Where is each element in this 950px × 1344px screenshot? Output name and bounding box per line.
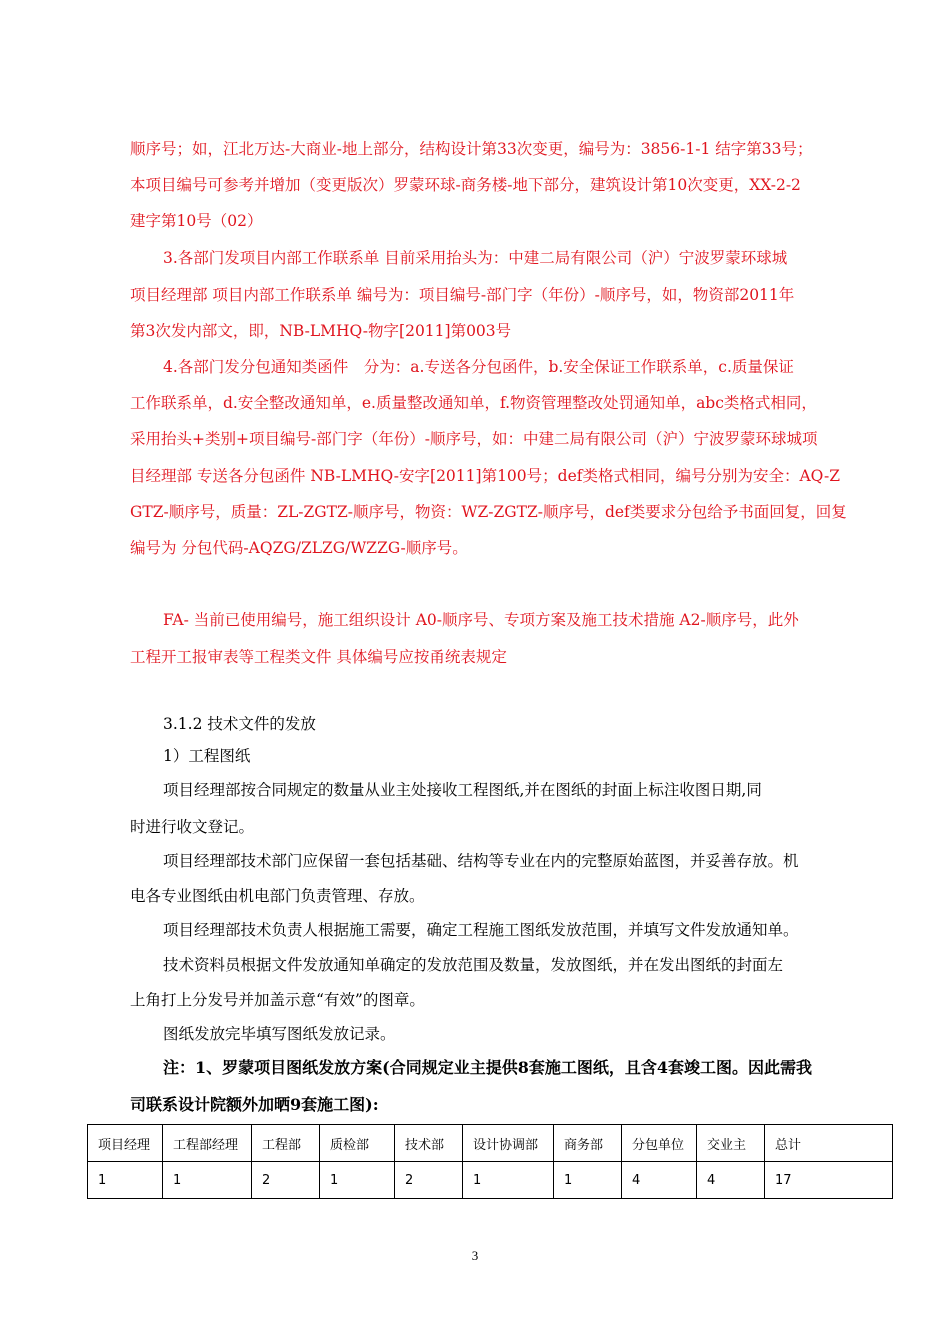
table-cell: 1	[463, 1162, 554, 1199]
text-line: 4.各部门发分包通知类函件 分为：a.专送各分包函件，b.安全保证工作联系单，c.质量保证	[163, 358, 794, 376]
text-line: 本项目编号可参考并增加（变更版次）罗蒙环球-商务楼-地下部分，建筑设计第10次变更，XX-2-2	[130, 176, 801, 194]
table-cell: 1	[320, 1162, 395, 1199]
text-line: 工作联系单，d.安全整改通知单，e.质量整改通知单，f.物资管理整改处罚通知单，abc类格式相同，	[130, 394, 817, 412]
table-cell: 17	[765, 1162, 893, 1199]
table-cell: 4	[622, 1162, 697, 1199]
table-row	[88, 1162, 893, 1199]
text-line: 3.各部门发项目内部工作联系单 目前采用抬头为：中建二局有限公司（沪）宁波罗蒙环球城	[163, 249, 788, 267]
table-header-cell: 工程部	[252, 1125, 320, 1162]
table-header-cell: 总计	[765, 1125, 893, 1162]
table-header-row	[88, 1125, 893, 1162]
table-cell: 2	[252, 1162, 320, 1199]
table-cell: 1	[163, 1162, 252, 1199]
table-cell: 1	[554, 1162, 622, 1199]
distribution-table	[87, 1124, 893, 1199]
text-line: 采用抬头+类别+项目编号-部门字（年份）-顺序号，如：中建二局有限公司（沪）宁波罗蒙环球城项	[130, 430, 818, 448]
text-line: 目经理部 专送各分包函件 NB-LMHQ-安字[2011]第100号；def类格式相同，编号分别为安全：AQ-Z	[130, 467, 840, 485]
text-line: 时进行收文登记。	[130, 818, 255, 836]
table-cell: 2	[395, 1162, 463, 1199]
table-header-cell: 项目经理	[88, 1125, 163, 1162]
text-line: 电各专业图纸由机电部门负责管理、存放。	[130, 887, 425, 905]
text-line: 顺序号；如，江北万达-大商业-地上部分，结构设计第33次变更，编号为：3856-1-1 结字第33号；	[130, 140, 813, 158]
text-line: 第3次发内部文，即，NB-LMHQ-物字[2011]第003号	[130, 322, 512, 340]
table-cell: 4	[697, 1162, 765, 1199]
table-header-cell: 技术部	[395, 1125, 463, 1162]
table-header-cell: 质检部	[320, 1125, 395, 1162]
text-line: 建字第10号（02）	[130, 212, 263, 230]
text-line: FA- 当前已使用编号，施工组织设计 A0-顺序号、专项方案及施工技术措施 A2-顺序号，此外	[163, 611, 799, 629]
text-line: 编号为 分包代码-AQZG/ZLZG/WZZG-顺序号。	[130, 539, 468, 557]
table-header-cell: 分包单位	[622, 1125, 697, 1162]
table-header-cell: 设计协调部	[463, 1125, 554, 1162]
text-line: 项目经理部技术负责人根据施工需要，确定工程施工图纸发放范围，并填写文件发放通知单。	[163, 921, 799, 939]
section-heading: 3.1.2 技术文件的发放	[163, 715, 316, 733]
table-header-cell: 商务部	[554, 1125, 622, 1162]
text-line: GTZ-顺序号，质量：ZL-ZGTZ-顺序号，物资：WZ-ZGTZ-顺序号，def类要求分包给予书面回复，回复	[130, 503, 847, 521]
text-line: 项目经理部按合同规定的数量从业主处接收工程图纸,并在图纸的封面上标注收图日期,同	[163, 781, 762, 799]
note-line: 司联系设计院额外加晒9套施工图):	[130, 1095, 379, 1114]
sub-heading: 1）工程图纸	[163, 747, 251, 765]
text-line: 项目经理部 项目内部工作联系单 编号为：项目编号-部门字（年份）-顺序号，如，物资部2011年	[130, 286, 795, 304]
note-line: 注：1、罗蒙项目图纸发放方案(合同规定业主提供8套施工图纸，且含4套竣工图。因此需我	[163, 1058, 812, 1077]
text-line: 上角打上分发号并加盖示意“有效”的图章。	[130, 991, 425, 1009]
table-header-cell: 工程部经理	[163, 1125, 252, 1162]
table-header-cell: 交业主	[697, 1125, 765, 1162]
text-line: 项目经理部技术部门应保留一套包括基础、结构等专业在内的完整原始蓝图，并妥善存放。机	[163, 852, 799, 870]
text-line: 技术资料员根据文件发放通知单确定的发放范围及数量，发放图纸，并在发出图纸的封面左	[163, 956, 784, 974]
text-line: 工程开工报审表等工程类文件 具体编号应按甬统表规定	[130, 648, 507, 666]
table-cell: 1	[88, 1162, 163, 1199]
page-number: 3	[471, 1248, 479, 1263]
text-line: 图纸发放完毕填写图纸发放记录。	[163, 1025, 396, 1043]
